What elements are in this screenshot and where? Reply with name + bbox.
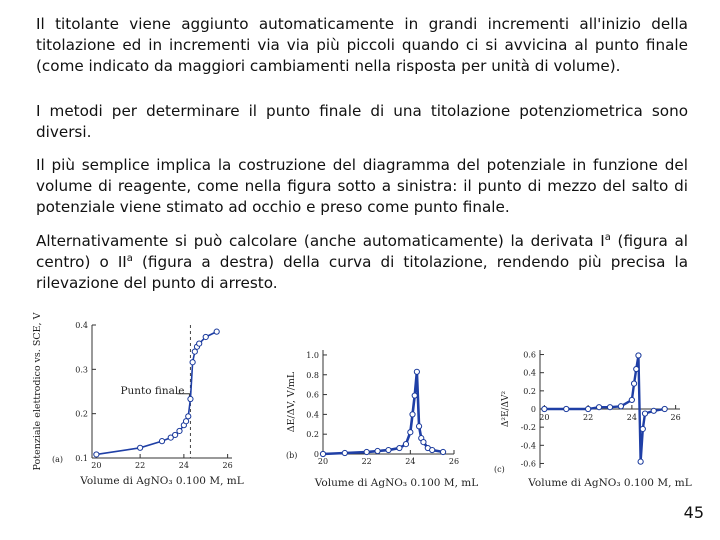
data-point	[631, 381, 636, 386]
y-tick-label: 0.2	[523, 386, 536, 396]
paragraph-methods: I metodi per determinare il punto finale di una titolazione potenziometrica sono diversi.	[36, 102, 688, 141]
y-tick-label: 0.2	[75, 409, 88, 419]
panel-label: (c)	[494, 465, 505, 474]
y-tick-label: 0.6	[523, 350, 536, 360]
p4-text-c: (figura a destra) della curva di titolazione, rendendo più precisa la rilevazione del punto di arresto.	[36, 253, 688, 292]
data-point	[642, 411, 647, 416]
y-tick-label: 0.4	[306, 410, 319, 420]
data-point	[640, 426, 645, 431]
data-point	[403, 441, 408, 446]
p4-text-b: (figura al centro) o II	[36, 232, 688, 271]
y-tick-label: 0.2	[306, 430, 319, 440]
data-point	[408, 430, 413, 435]
x-tick-label: 24	[178, 461, 189, 470]
data-point	[214, 329, 219, 334]
data-point	[375, 448, 380, 453]
y-tick-label: -0.6	[520, 459, 536, 469]
data-point	[159, 439, 164, 444]
y-axis-label: Δ²E/ΔV²	[501, 390, 511, 428]
y-tick-label: 0.4	[523, 368, 536, 378]
data-point	[186, 414, 191, 419]
data-point	[138, 445, 143, 450]
x-axis-label: Volume di AgNO₃ 0.100 M, mL	[528, 477, 692, 489]
chart-titration-curve	[30, 312, 250, 494]
data-point	[662, 406, 667, 411]
x-tick-label: 20	[91, 461, 102, 470]
data-point	[412, 393, 417, 398]
data-point	[203, 334, 208, 339]
page-number: 45	[683, 503, 704, 522]
y-tick-label: 1.0	[306, 350, 319, 360]
endpoint-annotation: Punto finale	[120, 385, 185, 398]
x-tick-label: 22	[135, 461, 146, 470]
panel-label: (a)	[52, 455, 64, 464]
y-tick-label: 0.4	[75, 321, 88, 330]
data-point	[542, 406, 547, 411]
y-tick-label: 0.8	[306, 370, 319, 380]
data-point	[320, 451, 325, 456]
data-point	[564, 406, 569, 411]
y-tick-label: 0	[313, 450, 319, 459]
x-tick-label: 22	[361, 457, 372, 466]
data-point	[188, 396, 193, 401]
data-point	[177, 428, 182, 433]
x-tick-label: 20	[317, 457, 329, 466]
x-tick-label: 24	[626, 413, 637, 422]
data-point	[386, 447, 391, 452]
p4-text-a: Alternativamente si può calcolare (anche automaticamente) la derivata I	[36, 232, 605, 250]
data-point	[197, 341, 202, 346]
x-tick-label: 26	[448, 457, 460, 466]
y-tick-label: -0.2	[520, 423, 536, 433]
data-point	[607, 405, 612, 410]
y-axis-label: ΔE/ΔV, V/mL	[286, 371, 297, 433]
data-point	[634, 366, 639, 371]
chart-first-derivative	[282, 336, 482, 494]
data-point	[416, 424, 421, 429]
p4-sup-2: a	[126, 252, 133, 264]
x-tick-label: 24	[405, 457, 416, 466]
data-point	[586, 406, 591, 411]
paragraph-simple-method: Il più semplice implica la costruzione del diagramma del potenziale in funzione del volume di reagente, come nella figura sotto a sinistra: il punto di mezzo del salto di potenziale viene stimato ad occhio e preso come punto finale.	[36, 156, 688, 216]
paragraph-intro: Il titolante viene aggiunto automaticamente in grandi incrementi all'inizio della titolazione ed in incrementi via via più piccoli quando ci si avvicina al punto finale (come indicato da maggiori cambiamenti nella risposta per unità di volume).	[36, 15, 688, 75]
data-point	[430, 447, 435, 452]
data-point	[596, 405, 601, 410]
data-point	[629, 397, 634, 402]
paragraph-derivatives	[36, 231, 688, 294]
data-point	[173, 432, 178, 437]
x-tick-label: 26	[670, 413, 681, 422]
x-tick-label: 22	[583, 413, 594, 422]
data-point	[410, 412, 415, 417]
y-axis-label: Potenziale elettrodico vs. SCE, V	[32, 312, 43, 471]
x-tick-label: 20	[539, 413, 550, 422]
data-point	[94, 452, 99, 457]
data-point	[440, 449, 445, 454]
panel-label: (b)	[286, 451, 298, 460]
data-point	[397, 445, 402, 450]
p4-sup-1: a	[604, 231, 611, 243]
chart-second-derivative	[492, 340, 698, 494]
data-point	[421, 440, 426, 445]
data-point	[651, 408, 656, 413]
x-axis-label: Volume di AgNO₃ 0.100 M, mL	[80, 475, 244, 487]
data-point	[342, 450, 347, 455]
data-point	[638, 459, 643, 464]
y-tick-label: 0	[530, 405, 536, 414]
data-point	[618, 404, 623, 409]
data-point	[190, 360, 195, 365]
y-tick-label: 0.6	[306, 390, 319, 400]
y-tick-label: 0.1	[75, 454, 88, 463]
data-point	[414, 369, 419, 374]
y-tick-label: -0.4	[520, 441, 536, 451]
data-point	[636, 353, 641, 358]
y-tick-label: 0.3	[75, 365, 88, 375]
x-axis-label: Volume di AgNO₃ 0.100 M, mL	[314, 477, 479, 489]
data-point	[364, 449, 369, 454]
x-tick-label: 26	[222, 461, 233, 470]
